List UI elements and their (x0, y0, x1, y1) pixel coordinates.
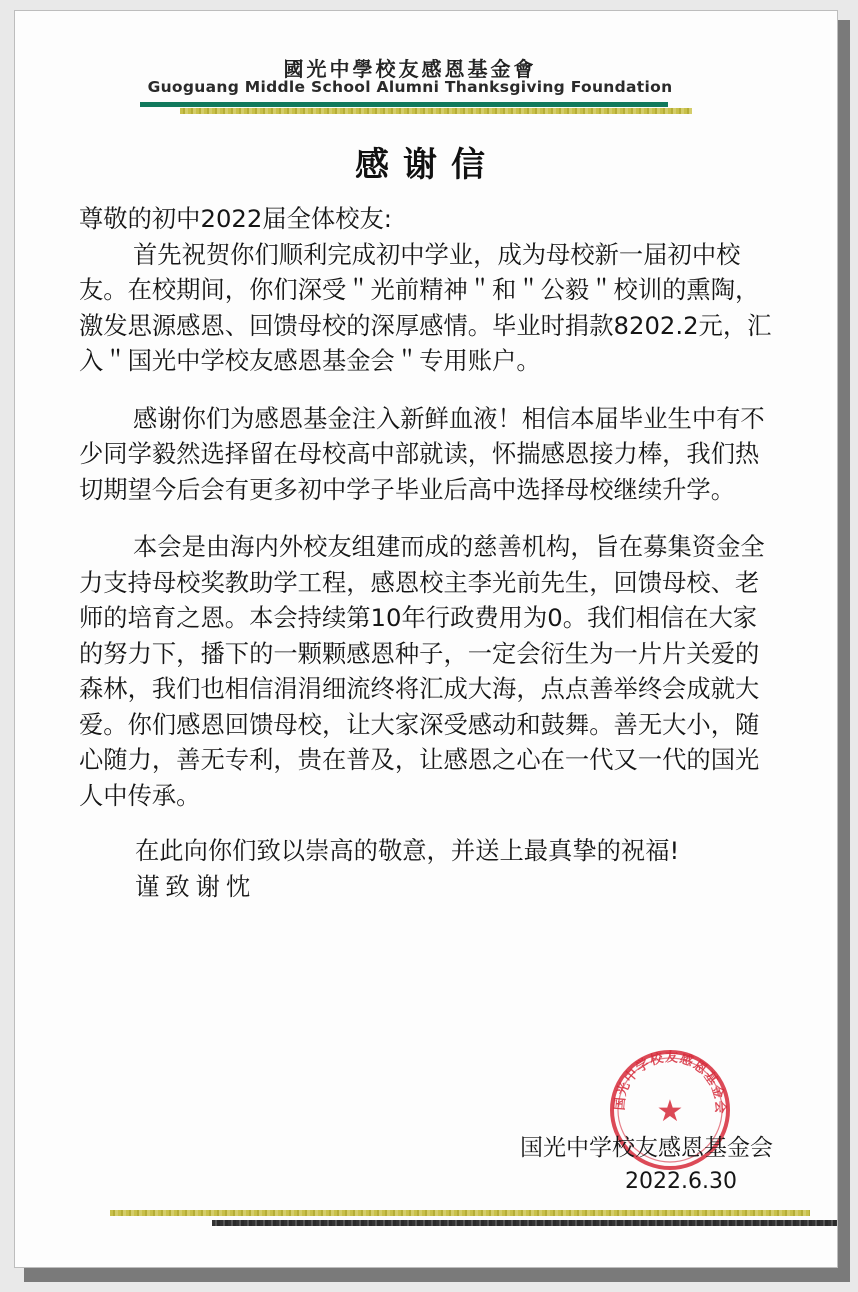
svg-text:国光中学校友感恩基金会: 国光中学校友感恩基金会 (612, 1050, 728, 1115)
letter-closing: 在此向你们致以崇高的敬意，并送上最真挚的祝福! (135, 836, 680, 865)
letterhead-olive-rule (180, 108, 692, 114)
letter-greeting: 尊敬的初中2022届全体校友: (79, 204, 392, 233)
letter-salutation: 谨致谢忱 (135, 871, 257, 901)
letter-page (14, 10, 838, 1268)
letter-paragraph-2: 感谢你们为感恩基金注入新鲜血液！相信本届毕业生中有不少同学毅然选择留在母校高中部就读，怀揣感恩接力棒，我们热切期望今后会有更多初中学子毕业后高中选择母校继续升学。 (79, 403, 765, 504)
letter-paragraph-3: 本会是由海内外校友组建而成的慈善机构，旨在募集资金全力支持母校奖教助学工程，感恩校主李光前先生，回馈母校、老师的培育之恩。本会持续第10年行政费用为0。我们相信在大家的努力下，播下的一颗颗感恩种子，一定会衍生为一片片关爱的森林，我们也相信涓涓细流终将汇成大海，点点善举终会成就大爱。你们感恩回馈母校，让大家深受感动和鼓舞。善无大小，随心随力，善无专利，贵在普及，让感恩之心在一代又一代的国光人中传承。 (79, 532, 765, 810)
svg-text:★: ★ (656, 1094, 684, 1129)
letter-body (79, 201, 779, 904)
signature-date: 2022.6.30 (625, 1169, 737, 1194)
letterhead-org-name-en: Guoguang Middle School Alumni Thanksgiving Foundation (147, 78, 673, 96)
letter-title: 感谢信 (355, 145, 499, 185)
letterhead-org-name-cn: 國光中學校友感恩基金會 (283, 57, 537, 81)
footer-olive-rule (110, 1210, 810, 1216)
letterhead-green-rule (140, 102, 668, 107)
letter-paragraph-1: 首先祝贺你们顺利完成初中学业，成为母校新一届初中校友。在校期间，你们深受＂光前精神＂和＂公毅＂校训的熏陶，激发思源感恩、回馈母校的深厚感情。毕业时捐款8202.2元，汇入＂国光中学校友感恩基金会＂专用账户。 (79, 239, 772, 375)
signature-org-name: 国光中学校友感恩基金会 (520, 1135, 773, 1161)
footer-gray-rule (212, 1220, 838, 1226)
